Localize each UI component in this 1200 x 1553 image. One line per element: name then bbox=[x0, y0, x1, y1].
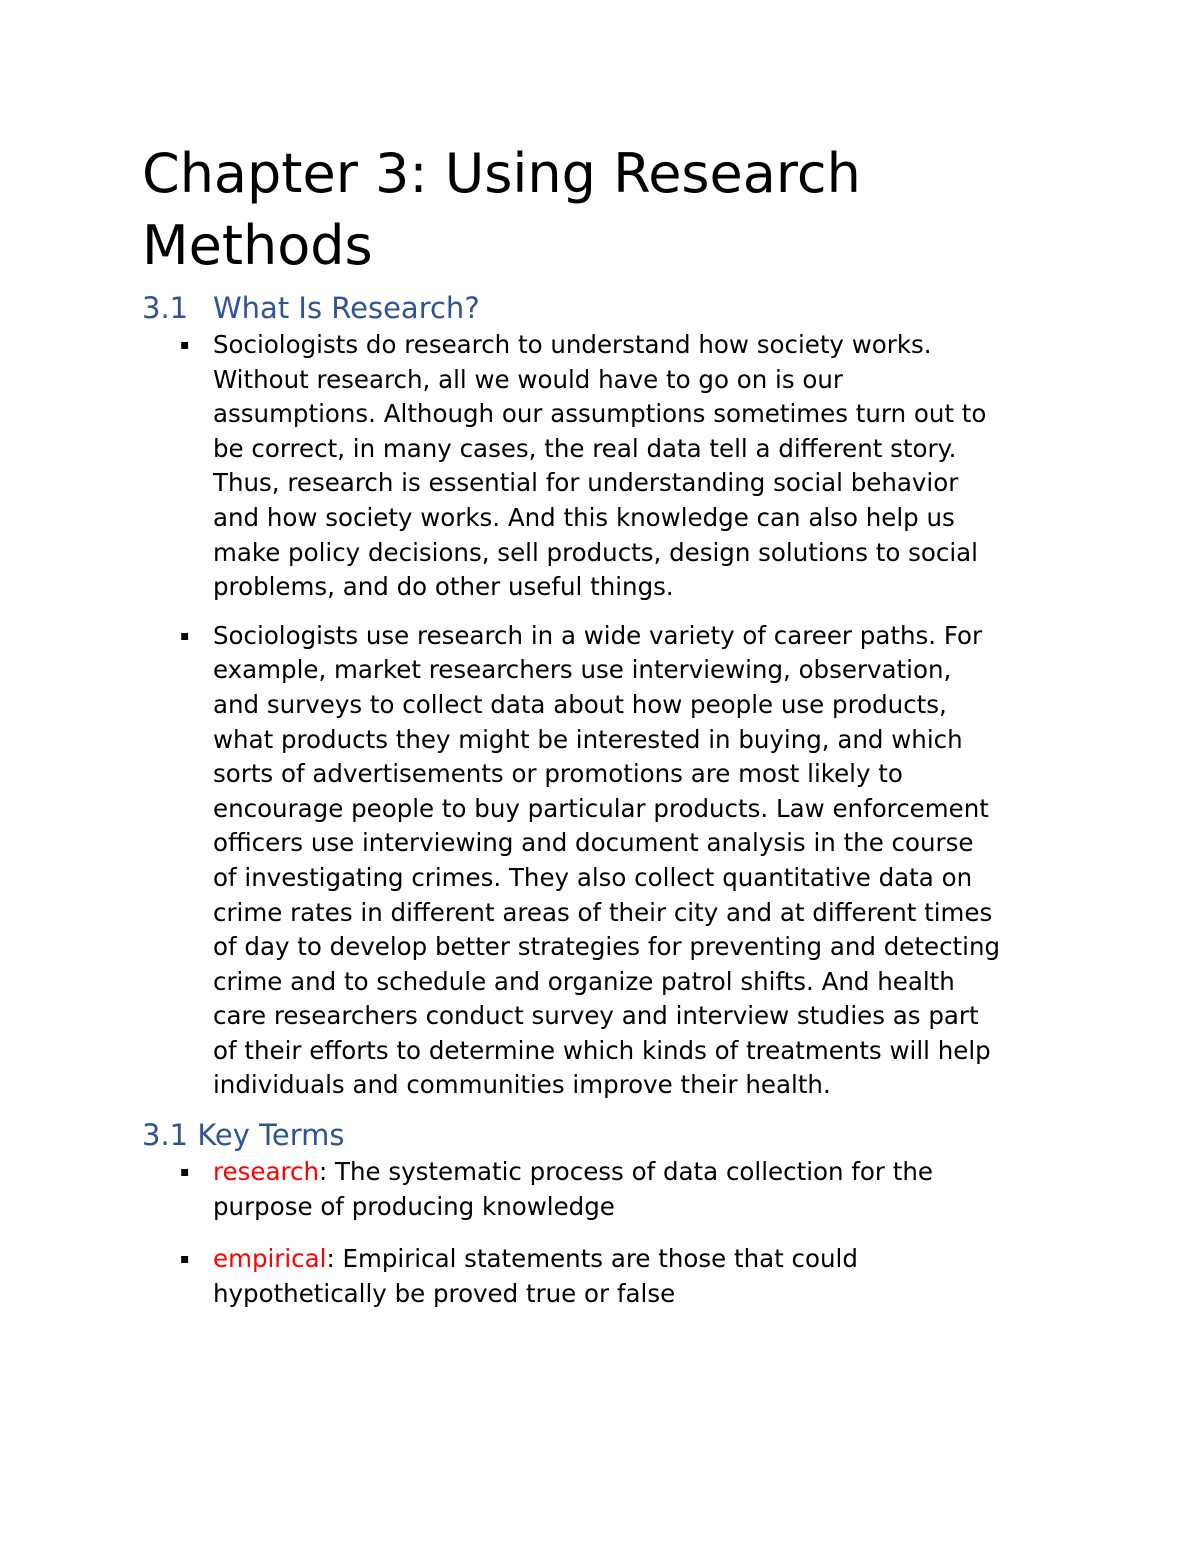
paragraph-text: Sociologists do research to understand how society works. Without research, all we would have to go on is our assumptions. Although our assumptions sometimes turn out to be correct, in many cases, the real data tell a different story. Thus, research is essential for understanding social behavior and how society works. And this knowledge can also help us make policy decisions, sell products, design solutions to social problems, and do other useful things. bbox=[213, 330, 987, 602]
square-bullet-icon: ▪ bbox=[180, 337, 190, 353]
section-heading-key-terms: 3.1 Key Terms bbox=[142, 1118, 345, 1153]
square-bullet-icon: ▪ bbox=[180, 627, 190, 644]
key-term: research bbox=[213, 1157, 319, 1187]
document-page bbox=[142, 138, 1062, 1311]
chapter-title: Chapter 3: Using Research Methods bbox=[142, 142, 861, 277]
section-title: What Is Research? bbox=[213, 291, 480, 325]
key-terms-list bbox=[142, 1155, 1062, 1311]
list-item bbox=[142, 328, 1003, 605]
list-item bbox=[142, 619, 1003, 1103]
section-number: 3.1 bbox=[142, 291, 189, 325]
term-definition: : The systematic process of data collection for the purpose of producing knowledge bbox=[213, 1157, 933, 1221]
key-term: empirical bbox=[213, 1244, 327, 1274]
list-item bbox=[142, 1242, 1003, 1311]
square-bullet-icon: ▪ bbox=[180, 1164, 190, 1181]
section-heading-what-is-research bbox=[142, 288, 1062, 328]
square-bullet-icon: ▪ bbox=[180, 1251, 190, 1268]
paragraph-text: Sociologists use research in a wide variety of career paths. For example, market researchers use interviewing, observation, and surveys to collect data about how people use products, what products they might be interested in buying, and which sorts of advertisements or promotions are most likely to encourage people to buy particular products. Law enforcement officers use interviewing and document analysis in the course of investigating crimes. They also collect quantitative data on crime rates in different areas of their city and at different times of day to develop better strategies for preventing and detecting crime and to schedule and organize patrol shifts. And health care researchers conduct survey and interview studies as part of their efforts to determine which kinds of treatments will help individuals and communities improve their health. bbox=[213, 620, 1001, 1100]
research-bullet-list bbox=[142, 328, 1062, 1103]
list-item bbox=[142, 1155, 1003, 1224]
term-definition: : Empirical statements are those that could hypothetically be proved true or false bbox=[213, 1244, 858, 1308]
